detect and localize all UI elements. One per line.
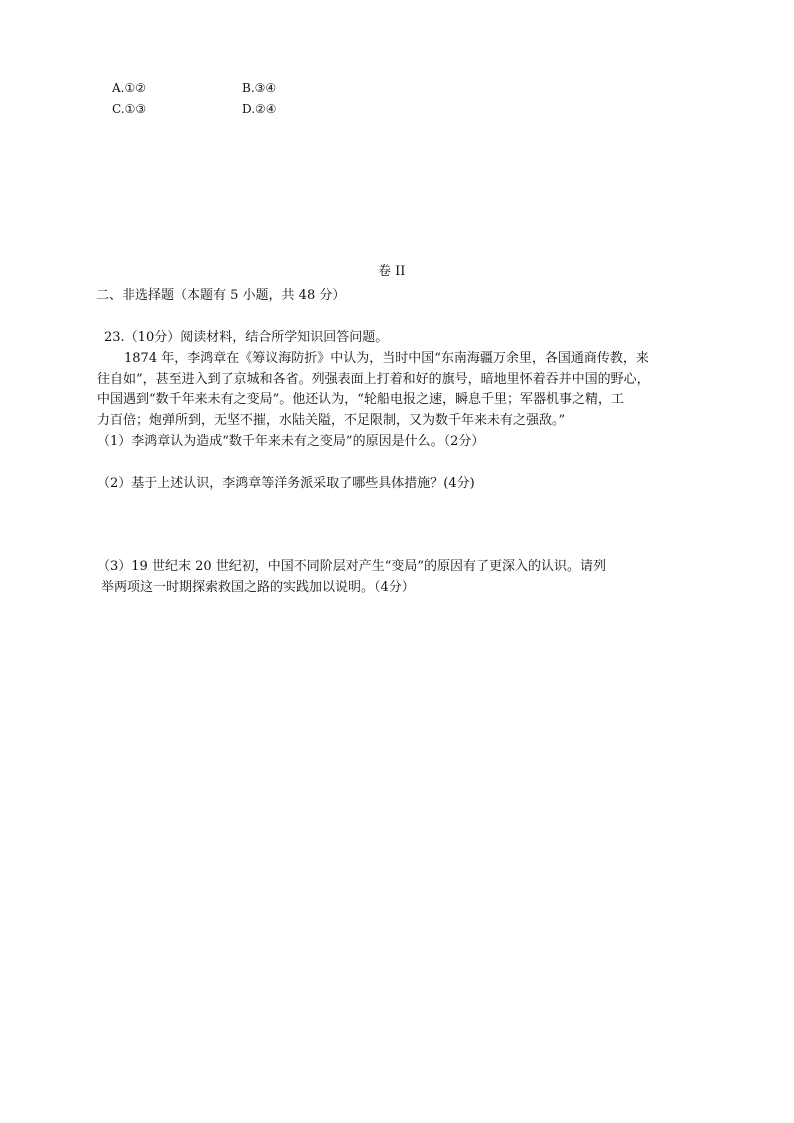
option-c: C.①③ [112,102,147,116]
sub-question-3: （3）19 世纪末 20 世纪初，中国不同阶层对产生“变局”的原因有了更深入的认识。请列 [97,559,607,574]
sub-question-1: （1）李鸿章认为造成“数千年来未有之变局”的原因是什么。（2分） [97,434,485,449]
material-line: 中国遇到“数千年来未有之变局”。他还认为，“轮船电报之速，瞬息千里；军器机事之精，工 [97,392,624,407]
sub-question-3-continued: 举两项这一时期探索救国之路的实践加以说明。（4分） [101,580,415,595]
material-line: 1874 年，李鸿章在《筹议海防折》中认为，当时中国“东南海疆万余里，各国通商传教，来 [124,351,649,366]
section-heading: 二、非选择题（本题有 5 小题，共 48 分） [96,288,346,303]
question-23-stem: 23.（10分）阅读材料，结合所学知识回答问题。 [104,330,389,345]
volume-title: 卷 II [378,264,406,279]
option-a: A.①② [112,81,146,95]
material-line: 往自如”，甚至进入到了京城和各省。列强表面上打着和好的旗号，暗地里怀着吞并中国的野心， [97,372,650,387]
option-d: D.②④ [242,102,277,116]
option-b: B.③④ [242,81,277,95]
material-line: 力百倍；炮弹所到，无坚不摧，水陆关隘，不足限制，又为数千年来未有之强敌。” [97,413,566,428]
sub-question-2: （2）基于上述认识，李鸿章等洋务派采取了哪些具体措施？(4分) [97,476,475,491]
